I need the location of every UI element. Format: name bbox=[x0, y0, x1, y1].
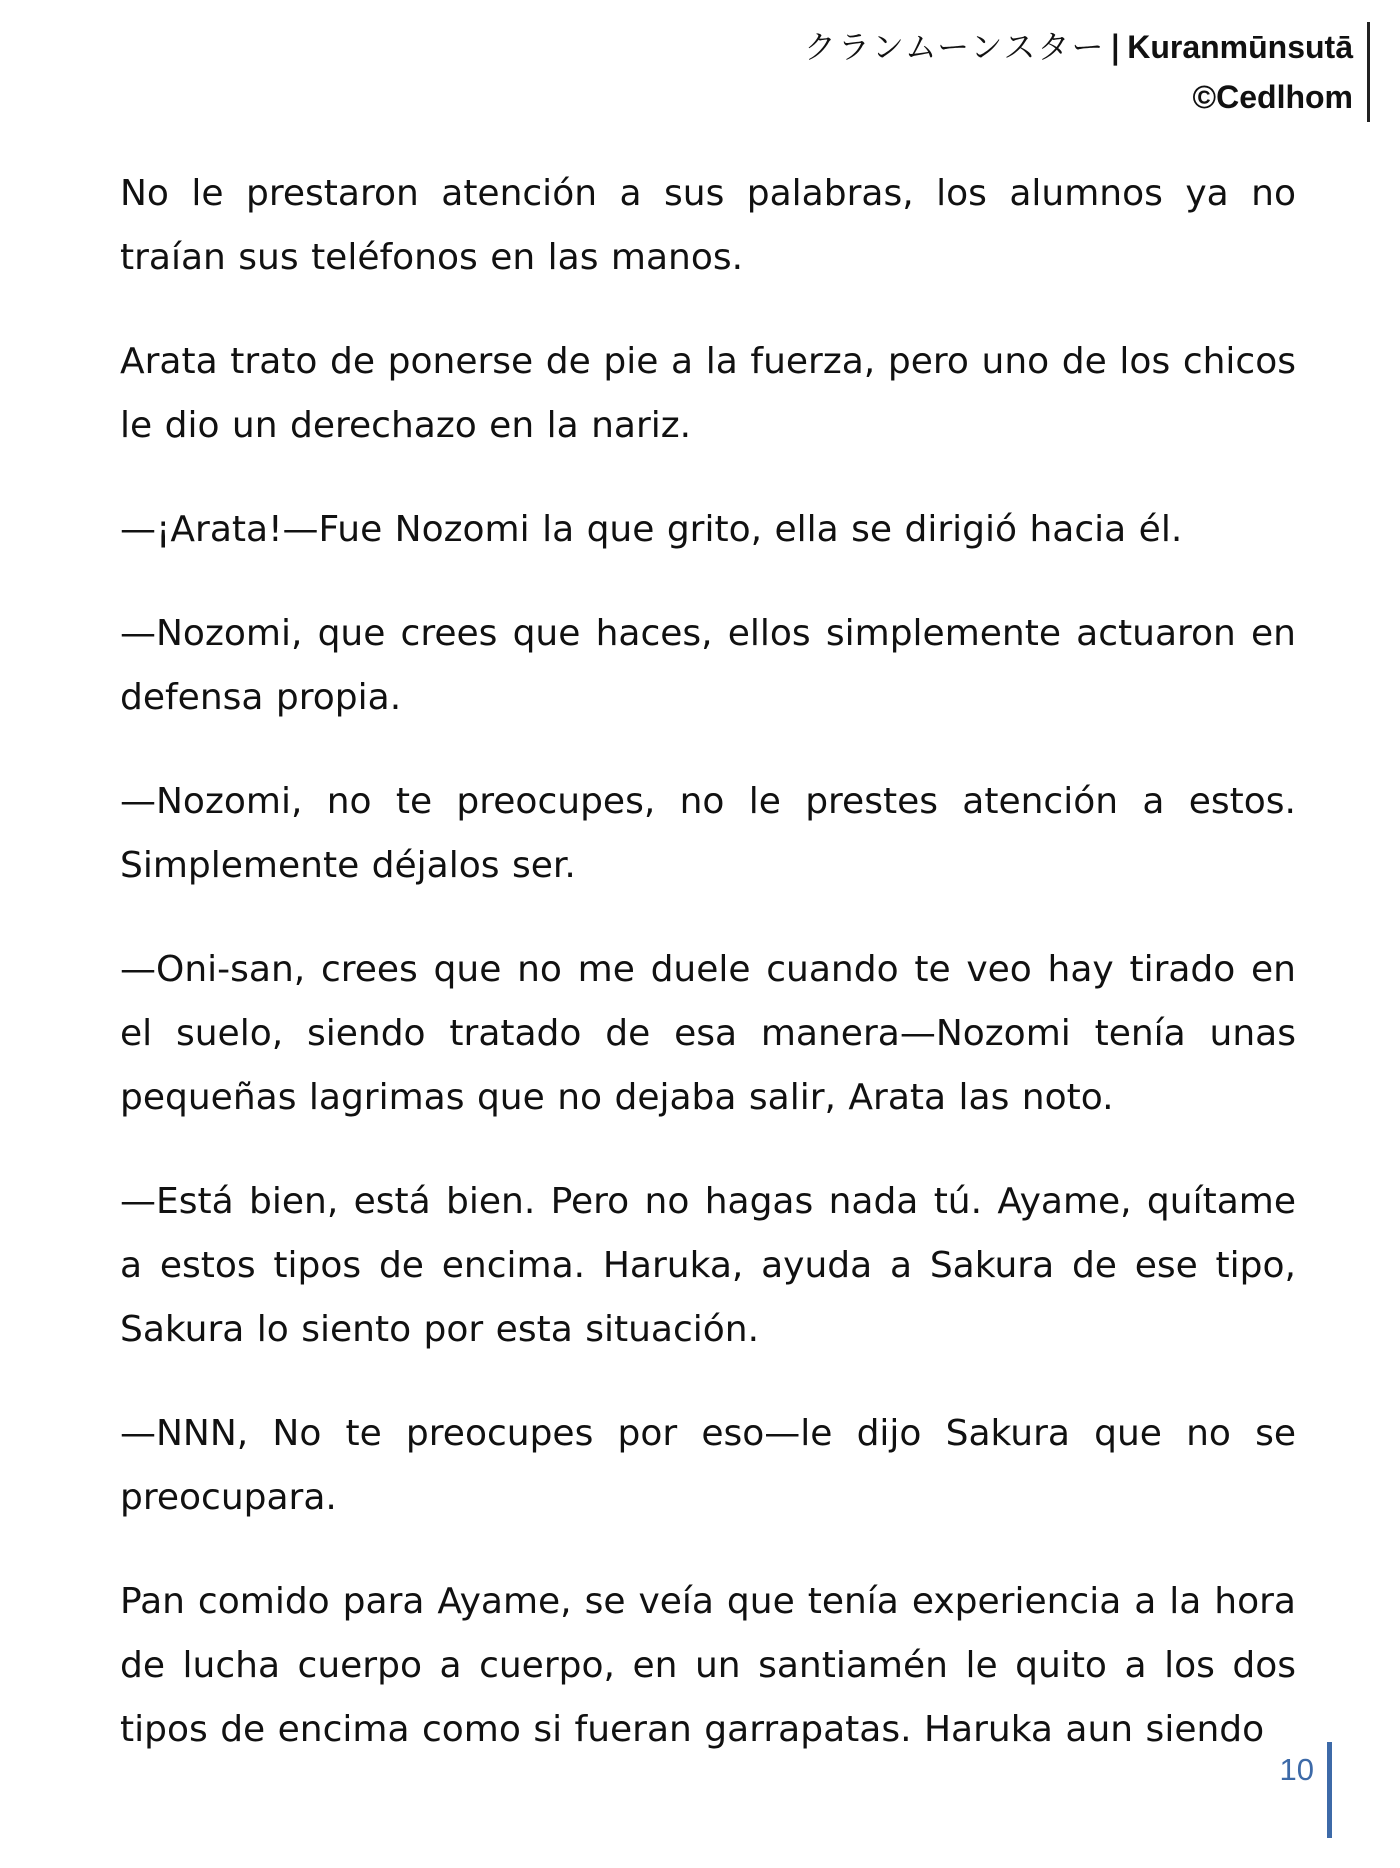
paragraph: —Está bien, está bien. Pero no hagas nada tú. Ayame, quítame a estos tipos de encima. Haruka, ayuda a Sakura de ese tipo, Sakura lo siento por esta situación. bbox=[120, 1181, 1296, 1350]
paragraph: Arata trato de ponerse de pie a la fuerza, pero uno de los chicos le dio un derechazo en la nariz. bbox=[120, 341, 1296, 446]
page-body bbox=[120, 162, 1296, 1762]
paragraph: —¡Arata!—Fue Nozomi la que grito, ella se dirigió hacia él. bbox=[120, 509, 1183, 550]
page-header bbox=[804, 22, 1370, 122]
paragraph: —Nozomi, no te preocupes, no le prestes atención a estos. Simplemente déjalos ser. bbox=[120, 781, 1296, 886]
paragraph: —Oni-san, crees que no me duele cuando te veo hay tirado en el suelo, siendo tratado de esa manera—Nozomi tenía unas pequeñas lagrimas que no dejaba salir, Arata las noto. bbox=[120, 949, 1296, 1118]
paragraph: —NNN, No te preocupes por eso—le dijo Sakura que no se preocupara. bbox=[120, 1413, 1296, 1518]
paragraph: —Nozomi, que crees que haces, ellos simplemente actuaron en defensa propia. bbox=[120, 613, 1296, 718]
paragraph: Pan comido para Ayame, se veía que tenía experiencia a la hora de lucha cuerpo a cuerpo, en un santiamén le quito a los dos tipos de encima como si fueran garrapatas. Haruka aun siendo bbox=[120, 1581, 1296, 1750]
header-text bbox=[804, 22, 1367, 122]
copyright-notice: ©Cedlhom bbox=[1192, 79, 1353, 115]
page-number-divider bbox=[1327, 1742, 1332, 1838]
header-divider bbox=[1367, 22, 1370, 122]
title-separator: | bbox=[1109, 28, 1122, 66]
page-number: 10 bbox=[1279, 1752, 1314, 1787]
romanized-title: Kuranmūnsutā bbox=[1127, 29, 1353, 65]
header-title-line bbox=[804, 22, 1353, 72]
japanese-title: クランムーンスター bbox=[803, 28, 1106, 66]
paragraph: No le prestaron atención a sus palabras, los alumnos ya no traían sus teléfonos en las manos. bbox=[120, 173, 1296, 278]
